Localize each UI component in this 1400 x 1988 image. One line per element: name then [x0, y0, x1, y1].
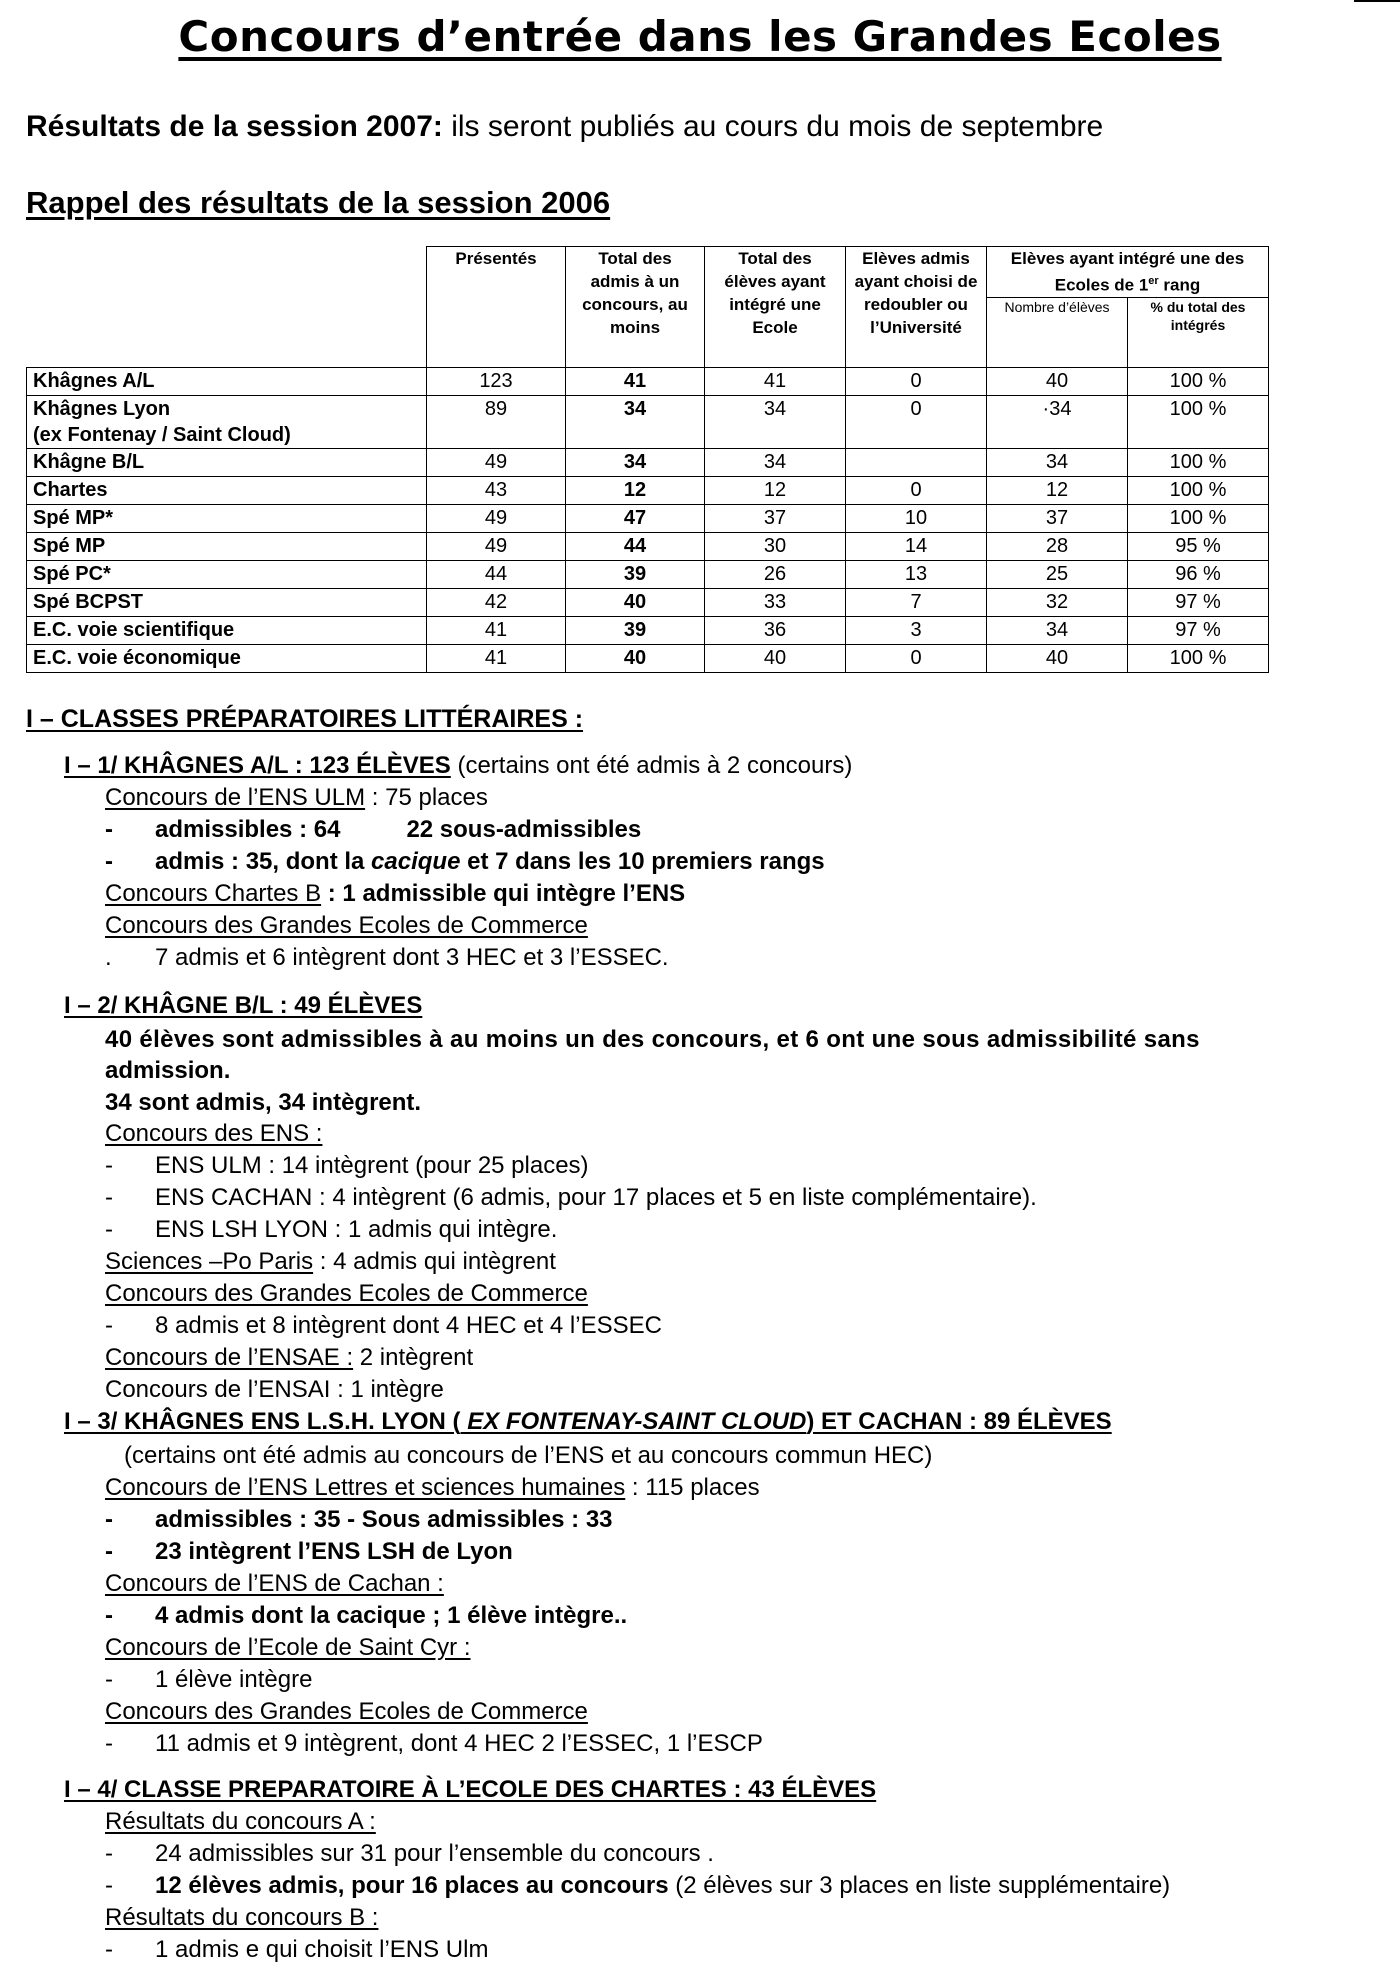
cell-pct: 100 %	[1128, 504, 1269, 532]
header-nombre: Nombre d’élèves	[987, 297, 1128, 367]
s3-l2: - 23 intègrent l’ENS LSH de Lyon	[105, 1538, 513, 1565]
cell-admis: 40	[566, 588, 705, 616]
table-row	[27, 560, 1269, 588]
cell-redoubler	[846, 448, 987, 476]
cell-redoubler: 3	[846, 616, 987, 644]
s3-cachan: Concours de l’ENS de Cachan :	[105, 1570, 444, 1597]
row-label	[27, 504, 427, 532]
cell-admis: 44	[566, 532, 705, 560]
cell-presentes: 89	[427, 395, 566, 448]
cell-admis: 12	[566, 476, 705, 504]
cell-pct: 100 %	[1128, 448, 1269, 476]
row-label-main: Khâgne B/L	[33, 451, 145, 474]
s2-ens1: - ENS ULM : 14 intègrent (pour 25 places)	[105, 1152, 589, 1179]
table-row	[27, 448, 1269, 476]
row-label-main: Spé MP	[33, 535, 106, 558]
s2-p2: 34 sont admis, 34 intègrent.	[105, 1089, 422, 1116]
cell-integres: 36	[705, 616, 846, 644]
cell-redoubler: 0	[846, 476, 987, 504]
row-label-sub: (ex Fontenay / Saint Cloud)	[33, 423, 291, 446]
s2-p1a: 40 élèves sont admissibles à au moins un des concours, et 6 ont une sous admissibilité sans	[105, 1026, 1200, 1053]
s4-heading: I – 4/ CLASSE PREPARATOIRE À L’ECOLE DES CHARTES : 43 ÉLÈVES	[64, 1776, 877, 1803]
cell-presentes: 43	[427, 476, 566, 504]
cell-integres: 41	[705, 367, 846, 395]
row-label-main: E.C. voie scientifique	[33, 619, 235, 642]
cell-presentes: 123	[427, 367, 566, 395]
s1-heading: I – 1/ KHÂGNES A/L : 123 ÉLÈVES	[64, 752, 451, 779]
cell-nombre: ·34	[987, 395, 1128, 448]
row-label	[27, 532, 427, 560]
s4-heading-line	[64, 1774, 876, 1805]
table-row	[27, 644, 1269, 672]
cell-admis: 39	[566, 616, 705, 644]
s4-ra1: - 24 admissibles sur 31 pour l’ensemble du concours .	[105, 1840, 714, 1867]
header-presentes: Présentés	[427, 247, 566, 368]
s2-commerce: Concours des Grandes Ecoles de Commerce	[105, 1280, 588, 1307]
row-label-main: Khâgnes Lyon	[33, 397, 171, 420]
cell-integres: 33	[705, 588, 846, 616]
cell-admis: 39	[566, 560, 705, 588]
cell-integres: 34	[705, 395, 846, 448]
s3-heading-line: I – 3/ KHÂGNES ENS L.S.H. LYON ( EX FONTENAY-SAINT CLOUD) ET CACHAN : 89 ÉLÈVES	[64, 1408, 1112, 1435]
s2-scpo: Sciences –Po Paris : 4 admis qui intègrent	[105, 1248, 556, 1275]
cell-presentes: 41	[427, 644, 566, 672]
header-redoubler: Elèves admis ayant choisi de redoubler ou l’Université	[846, 247, 987, 368]
s3-stcyr-text: - 1 élève intègre	[105, 1666, 313, 1693]
s1-admis: - admis : 35, dont la cacique et 7 dans les 10 premiers rangs	[105, 848, 825, 875]
cell-pct: 97 %	[1128, 616, 1269, 644]
s1-note: (certains ont été admis à 2 concours)	[450, 752, 853, 779]
s3-cachan-text: - 4 admis dont la cacique ; 1 élève intègre..	[105, 1602, 628, 1629]
cell-nombre: 12	[987, 476, 1128, 504]
cell-presentes: 49	[427, 504, 566, 532]
s4-ra2: - 12 élèves admis, pour 16 places au concours (2 élèves sur 3 places en liste supplémentaire)	[105, 1872, 1171, 1899]
section1-heading: I – CLASSES PRÉPARATOIRES LITTÉRAIRES :	[26, 705, 584, 733]
s1-commerce-text: . 7 admis et 6 intègrent dont 3 HEC et 3 l’ESSEC.	[105, 944, 669, 971]
cell-redoubler: 0	[846, 395, 987, 448]
cell-presentes: 42	[427, 588, 566, 616]
row-label	[27, 476, 427, 504]
cell-nombre: 40	[987, 367, 1128, 395]
s3-l1: - admissibles : 35 - Sous admissibles : 33	[105, 1506, 613, 1533]
cell-pct: 97 %	[1128, 588, 1269, 616]
s2-ens3: - ENS LSH LYON : 1 admis qui intègre.	[105, 1216, 558, 1243]
s2-ensai: Concours de l’ENSAI : 1 intègre	[105, 1376, 444, 1403]
cell-redoubler: 10	[846, 504, 987, 532]
row-label	[27, 560, 427, 588]
cell-pct: 100 %	[1128, 395, 1269, 448]
row-label-main: Spé PC*	[33, 563, 111, 586]
cell-nombre: 34	[987, 448, 1128, 476]
cell-pct: 95 %	[1128, 532, 1269, 560]
s3-ens: Concours de l’ENS Lettres et sciences humaines : 115 places	[105, 1474, 760, 1501]
cell-admis: 40	[566, 644, 705, 672]
cell-pct: 100 %	[1128, 644, 1269, 672]
cell-integres: 34	[705, 448, 846, 476]
cell-integres: 30	[705, 532, 846, 560]
s2-heading-line	[64, 990, 422, 1021]
cell-presentes: 49	[427, 448, 566, 476]
s3-commerce: Concours des Grandes Ecoles de Commerce	[105, 1698, 588, 1725]
s1-admissibles: - admissibles : 64 22 sous-admissibles	[105, 816, 642, 843]
s2-heading: I – 2/ KHÂGNE B/L : 49 ÉLÈVES	[64, 992, 423, 1019]
cell-presentes: 41	[427, 616, 566, 644]
cell-redoubler: 13	[846, 560, 987, 588]
rappel-heading: Rappel des résultats de la session 2006	[26, 185, 611, 220]
table-corner	[27, 247, 427, 368]
row-label-main: E.C. voie économique	[33, 647, 241, 670]
s1-commerce: Concours des Grandes Ecoles de Commerce	[105, 912, 588, 939]
cell-redoubler: 0	[846, 367, 987, 395]
cell-redoubler: 14	[846, 532, 987, 560]
row-label-main: Spé MP*	[33, 507, 114, 530]
session-2007-text: ils seront publiés au cours du mois de septembre	[442, 110, 1104, 143]
table-row	[27, 367, 1269, 395]
s2-ensae: Concours de l’ENSAE : 2 intègrent	[105, 1344, 474, 1371]
cell-nombre: 37	[987, 504, 1128, 532]
cell-nombre: 34	[987, 616, 1128, 644]
cell-pct: 96 %	[1128, 560, 1269, 588]
s3-note: (certains ont été admis au concours de l’ENS et au concours commun HEC)	[124, 1442, 933, 1469]
cell-nombre: 40	[987, 644, 1128, 672]
cell-presentes: 49	[427, 532, 566, 560]
cell-admis: 34	[566, 395, 705, 448]
row-label	[27, 395, 427, 448]
s4-ra: Résultats du concours A :	[105, 1808, 376, 1835]
s2-ens: Concours des ENS :	[105, 1120, 323, 1147]
cell-admis: 41	[566, 367, 705, 395]
s2-ens2: - ENS CACHAN : 4 intègrent (6 admis, pour 17 places et 5 en liste complémentaire).	[105, 1184, 1037, 1211]
cell-redoubler: 7	[846, 588, 987, 616]
row-label-main: Chartes	[33, 479, 108, 502]
s1-heading-line	[64, 750, 852, 781]
s4-rb1: - 1 admis e qui choisit l’ENS Ulm	[105, 1936, 489, 1963]
page-title: Concours d’entrée dans les Grandes Ecoles	[178, 12, 1222, 61]
s3-commerce-text: - 11 admis et 9 intègrent, dont 4 HEC 2 l’ESSEC, 1 l’ESCP	[105, 1730, 763, 1757]
row-label	[27, 448, 427, 476]
s3-stcyr: Concours de l’Ecole de Saint Cyr :	[105, 1634, 471, 1661]
cell-integres: 37	[705, 504, 846, 532]
cell-nombre: 25	[987, 560, 1128, 588]
cell-nombre: 28	[987, 532, 1128, 560]
header-integres: Total des élèves ayant intégré une Ecole	[705, 247, 846, 368]
row-label-main: Khâgnes A/L	[33, 370, 155, 393]
row-label	[27, 588, 427, 616]
table-row	[27, 504, 1269, 532]
row-label	[27, 367, 427, 395]
header-admis: Total des admis à un concours, au moins	[566, 247, 705, 368]
cell-pct: 100 %	[1128, 476, 1269, 504]
header-premier-rang: Elèves ayant intégré une des Ecoles de 1er rang	[987, 247, 1269, 298]
s4-rb: Résultats du concours B :	[105, 1904, 379, 1931]
row-label	[27, 616, 427, 644]
cell-nombre: 32	[987, 588, 1128, 616]
s2-p1b: admission.	[105, 1057, 231, 1084]
scan-corner-mark	[1354, 0, 1400, 2]
s2-commerce-text: - 8 admis et 8 intègrent dont 4 HEC et 4 l’ESSEC	[105, 1312, 662, 1339]
table-row	[27, 532, 1269, 560]
table-row	[27, 588, 1269, 616]
cell-integres: 12	[705, 476, 846, 504]
cell-admis: 47	[566, 504, 705, 532]
session-2007-label: Résultats de la session 2007:	[26, 110, 443, 143]
cell-admis: 34	[566, 448, 705, 476]
s1-chartes-b: Concours Chartes B : 1 admissible qui intègre l’ENS	[105, 880, 686, 907]
row-label	[27, 644, 427, 672]
table-row	[27, 616, 1269, 644]
cell-presentes: 44	[427, 560, 566, 588]
table-row	[27, 395, 1269, 448]
cell-pct: 100 %	[1128, 367, 1269, 395]
cell-redoubler: 0	[846, 644, 987, 672]
row-label-main: Spé BCPST	[33, 591, 144, 614]
s1-ens-ulm: Concours de l’ENS ULM : 75 places	[105, 784, 488, 811]
cell-integres: 40	[705, 644, 846, 672]
cell-integres: 26	[705, 560, 846, 588]
session-2007-line	[26, 110, 1103, 144]
header-pct: % du total des intégrés	[1128, 297, 1269, 367]
results-table	[26, 246, 1269, 673]
table-row	[27, 476, 1269, 504]
